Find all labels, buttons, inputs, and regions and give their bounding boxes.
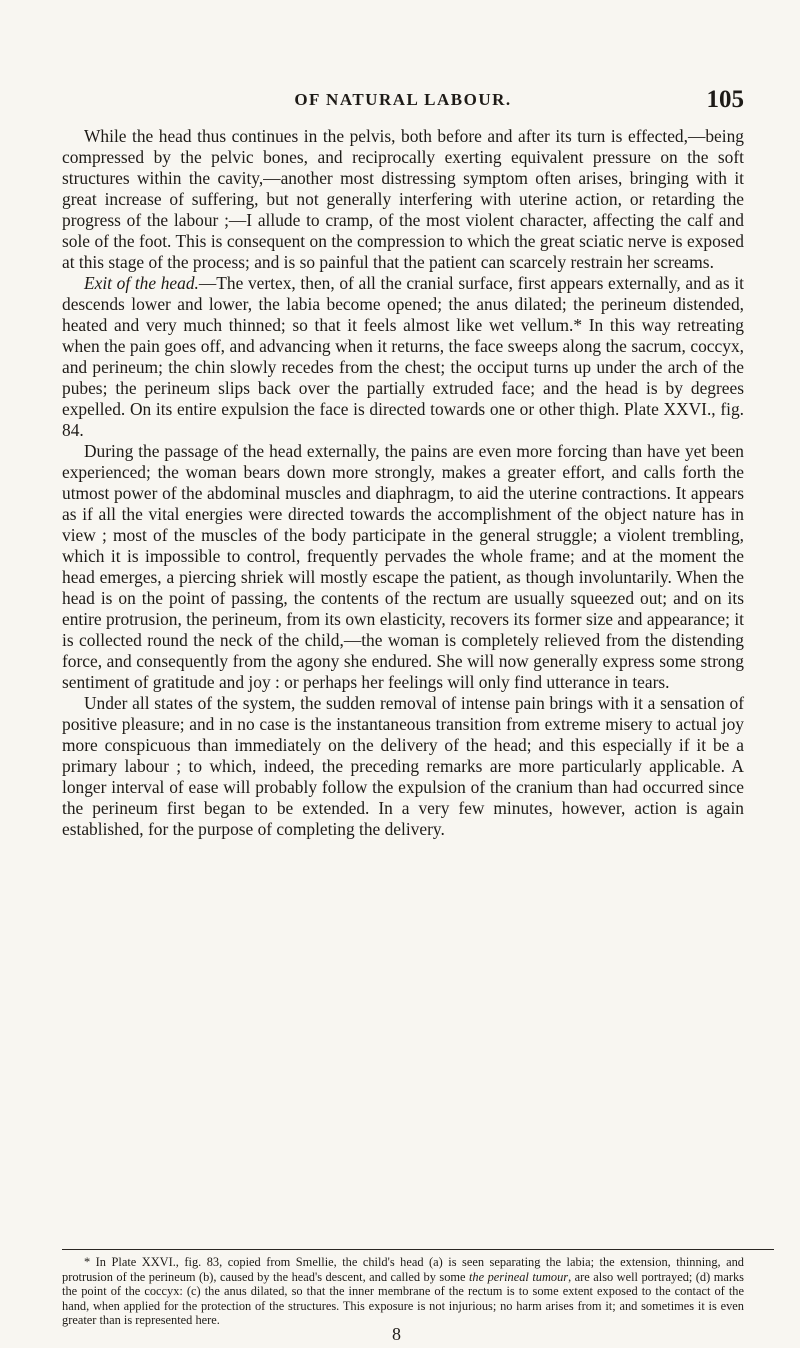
paragraph-exit-of-head-text: —The vertex, then, of all the cranial surface, first appears externally, and as it descends lower and lower, the labia become opened; the anus dilated; the perineum distended, heated and very much thinned; so that it feels almost like wet vellum.* In this way retreating when the pain goes off, and advancing when it returns, the face sweeps along the sacrum, coccyx, and perineum; the chin slowly recedes from the chest; the occiput turns up under the arch of the pubes; the perineum slips back over the partially extruded face; and the head is by degrees expelled. On its entire expulsion the face is directed towards one or other thigh. Plate XXVI., fig. 84. [62, 273, 744, 440]
footnote-rule [62, 1249, 774, 1250]
paragraph-passage-of-head: During the passage of the head externally, the pains are even more forcing than have yet been experienced; the woman bears down more strongly, makes a greater effort, and calls forth the utmost power of the abdominal muscles and diaphragm, to aid the uterine contractions. It appears as if all the vital energies were directed towards the accomplishment of the object nature has in view ; most of the muscles of the body participate in the general struggle; a violent trembling, which it is impossible to control, frequently pervades the whole frame; and at the moment the head emerges, a piercing shriek will mostly escape the patient, as though involuntarily. When the head is on the point of passing, the contents of the rectum are usually squeezed out; and on its entire protrusion, the perineum, from its own elasticity, recovers its former size and appearance; it is collected round the neck of the child,—the woman is completely relieved from the distending force, and consequently from the agony she endured. She will now generally express some strong sentiment of gratitude and joy : or perhaps her feelings will only find utterance in tears. [62, 441, 744, 692]
paragraph-exit-of-head [62, 273, 744, 441]
running-head [62, 86, 744, 116]
body-text [62, 126, 744, 840]
section-heading-exit-of-head: Exit of the head. [84, 273, 199, 293]
footnote-text-part2: , are also well portrayed; (d) marks the point of the coccyx: (c) the anus dilated, so that the inner membrane of the rectum is to some extent exposed to the contact of the hand, when applied for the protection of the structures. This exposure is not injurious; no harm arises from it; and sometimes it is even greater than is represented here. [62, 1269, 744, 1328]
footnote [62, 1255, 744, 1328]
footnote-text [62, 1255, 744, 1328]
footnote-text-part1: * In Plate XXVI., fig. 83, copied from Smellie, the child's head (a) is seen separating the labia; the extension, thinning, and protrusion of the perineum (b), caused by the head's descent, and called by some [62, 1255, 744, 1284]
paragraph-cramp: While the head thus continues in the pelvis, both before and after its turn is effected,—being compressed by the pelvic bones, and reciprocally exerting equivalent pressure on the soft structures within the cavity,—another most distressing symptom often arises, bringing with it great increase of suffering, but not generally interfering with uterine action, or retarding the progress of the labour ;—I allude to cramp, of the most violent character, affecting the calf and sole of the foot. This is consequent on the compression to which the great sciatic nerve is exposed at this stage of the process; and is so painful that the patient can scarcely restrain her screams. [62, 126, 744, 272]
paragraph-relief: Under all states of the system, the sudden removal of intense pain brings with it a sensation of positive pleasure; and in no case is the instantaneous transition from extreme misery to actual joy more conspicuous than immediately on the delivery of the head; and this especially if it be a primary labour ; to which, indeed, the preceding remarks are more particularly applicable. A longer interval of ease will probably follow the expulsion of the cranium than had occurred since the perineum first began to be extended. In a very few minutes, however, action is again established, for the purpose of completing the delivery. [62, 693, 744, 839]
running-title: OF NATURAL LABOUR. [294, 90, 512, 109]
page-number: 105 [706, 86, 744, 113]
footnote-italic-term: the perineal tumour [468, 1269, 569, 1284]
signature-mark: 8 [392, 1324, 401, 1344]
